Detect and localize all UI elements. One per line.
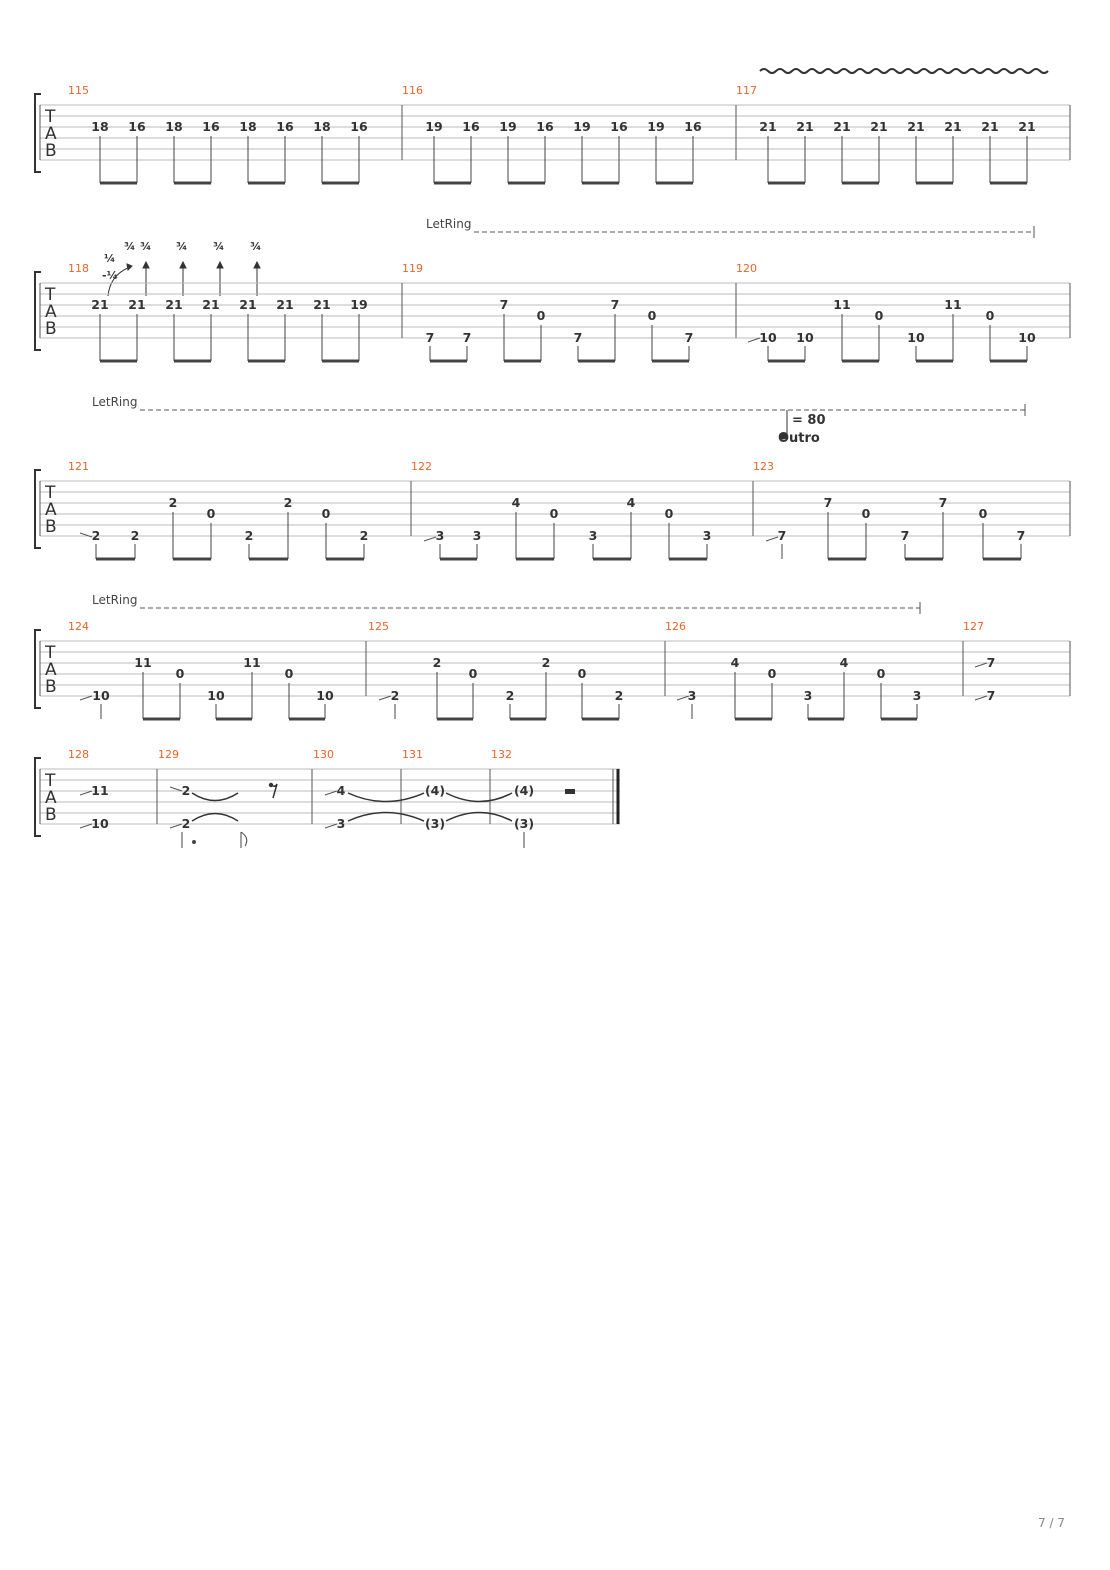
tab-clef-b: B [45,141,57,161]
fret-number: 10 [92,688,110,703]
measure-number: 128 [68,748,89,761]
fret-number: 21 [276,297,294,312]
fret-number: 2 [390,688,400,703]
fret-number: 4 [336,783,346,798]
fret-number: 2 [614,688,624,703]
bend-amount: ¼ [104,252,116,265]
fret-number: 2 [505,688,515,703]
fret-number: 19 [350,297,368,312]
fret-number: 10 [907,330,925,345]
fret-number: 7 [499,297,509,312]
fret-number: 2 [168,495,178,510]
fret-number: 19 [647,119,665,134]
fret-number: 11 [833,297,851,312]
fret-number: 0 [978,506,988,521]
fret-number: 16 [350,119,368,134]
system-4 [35,593,1070,719]
fret-number: 21 [239,297,257,312]
fret-number: 7 [900,528,910,543]
measure-number: 120 [736,262,757,275]
bend-amount: ¾ [176,240,188,253]
fret-number: 19 [573,119,591,134]
fret-number: 3 [435,528,445,543]
measure-number: 130 [313,748,334,761]
measure-number: 132 [491,748,512,761]
fret-number: 7 [823,495,833,510]
tab-clef-b: B [45,319,57,339]
fret-number: 11 [944,297,962,312]
tab-clef-b: B [45,517,57,537]
tempo-value: = 80 [792,413,826,428]
fret-number: 4 [511,495,521,510]
fret-number: 0 [874,308,884,323]
fret-number: 16 [536,119,554,134]
fret-number: 0 [536,308,546,323]
fret-number: 2 [130,528,140,543]
fret-number: 10 [207,688,225,703]
fret-number: 0 [284,666,294,681]
bend-amount: ¾ [250,240,262,253]
fret-number: 21 [128,297,146,312]
bend-amount: ¾ [213,240,225,253]
fret-number: 16 [610,119,628,134]
fret-number: 2 [432,655,442,670]
fret-number: 7 [462,330,472,345]
fret-number: 10 [1018,330,1036,345]
system-5 [35,748,620,848]
tab-clef-a: A [45,302,57,322]
fret-number: 0 [321,506,331,521]
fret-number: 0 [647,308,657,323]
system-2 [35,217,1070,361]
tab-clef-a: A [45,124,57,144]
fret-number: 10 [796,330,814,345]
let-ring-label: LetRing [92,395,138,409]
fret-number: 16 [276,119,294,134]
fret-number: 2 [283,495,293,510]
bend-amount: ¾ [140,240,152,253]
fret-number: 3 [472,528,482,543]
tab-clef-b: B [45,805,57,825]
fret-number: 7 [684,330,694,345]
fret-number: 7 [1016,528,1026,543]
fret-number: 0 [549,506,559,521]
fret-number: 3 [687,688,697,703]
fret-number: 3 [336,816,346,831]
fret-number: 21 [91,297,109,312]
fret-number: 0 [468,666,478,681]
measure-number: 123 [753,460,774,473]
fret-number: 18 [165,119,183,134]
fret-number: 0 [876,666,886,681]
measure-number: 119 [402,262,423,275]
fret-number: 21 [165,297,183,312]
tempo-marking [778,410,826,446]
fret-number: 21 [313,297,331,312]
fret-number: 2 [541,655,551,670]
fret-number: 7 [986,688,996,703]
fret-number: 0 [985,308,995,323]
fret-number: 3 [702,528,712,543]
fret-number: 2 [359,528,369,543]
tab-clef-a: A [45,500,57,520]
fret-number: 0 [577,666,587,681]
fret-number: 19 [499,119,517,134]
page-number: 7 / 7 [1038,1516,1065,1530]
fret-number: 18 [313,119,331,134]
fret-number: 7 [425,330,435,345]
fret-number: 7 [777,528,787,543]
measure-number: 115 [68,84,89,97]
fret-number: 21 [870,119,888,134]
vibrato-marker [760,69,1048,73]
fret-number: 16 [462,119,480,134]
fret-number: 11 [243,655,261,670]
tab-clef-t: T [45,483,56,503]
fret-number: 19 [425,119,443,134]
measure-number: 117 [736,84,757,97]
fret-number: 21 [981,119,999,134]
fret-number: 10 [316,688,334,703]
measure-number: 127 [963,620,984,633]
fret-number: 3 [912,688,922,703]
fret-number: 3 [588,528,598,543]
tab-clef-t: T [45,771,56,791]
measure-number: 131 [402,748,423,761]
fret-number: 7 [938,495,948,510]
section-marker: Outro [778,431,820,446]
measure-number: 125 [368,620,389,633]
measure-number: 121 [68,460,89,473]
fret-number: (3) [424,816,446,831]
fret-number: 2 [244,528,254,543]
fret-number: 10 [91,816,109,831]
let-ring-label: LetRing [426,217,472,231]
rhythm-stems [182,832,524,848]
measure-number: 118 [68,262,89,275]
measure-number: 124 [68,620,89,633]
fret-number: 16 [202,119,220,134]
fret-number: 2 [181,816,191,831]
fret-number: 3 [803,688,813,703]
fret-number: 11 [91,783,109,798]
tab-clef-t: T [45,643,56,663]
fret-number: (4) [513,783,535,798]
fret-number: 21 [202,297,220,312]
fret-number: (3) [513,816,535,831]
fret-number: 11 [134,655,152,670]
let-ring-label: LetRing [92,593,138,607]
fret-number: 21 [833,119,851,134]
tie-arcs [192,793,512,821]
measure-number: 126 [665,620,686,633]
tab-clef-a: A [45,788,57,808]
fret-number: 21 [796,119,814,134]
measure-number: 129 [158,748,179,761]
tab-clef-t: T [45,107,56,127]
fret-number: 21 [759,119,777,134]
fret-number: 0 [861,506,871,521]
fret-number: 18 [91,119,109,134]
fret-number: 18 [239,119,257,134]
fret-number: 0 [206,506,216,521]
fret-number: 7 [610,297,620,312]
fret-number: 21 [907,119,925,134]
bend-markers [102,240,261,296]
fret-number: 16 [128,119,146,134]
fret-number: 0 [664,506,674,521]
tab-clef-a: A [45,660,57,680]
fret-number: 2 [91,528,101,543]
fret-number: 7 [986,655,996,670]
fret-number: 0 [175,666,185,681]
fret-number: 4 [626,495,636,510]
fret-number: 7 [573,330,583,345]
tab-clef-t: T [45,285,56,305]
fret-number: 0 [767,666,777,681]
bend-amount: ¾ [124,240,136,253]
fret-number: 10 [759,330,777,345]
fret-number: 2 [181,783,191,798]
bend-amount: -¼ [102,269,118,282]
measure-number: 122 [411,460,432,473]
fret-number: 21 [944,119,962,134]
measure-number: 116 [402,84,423,97]
fret-number: 21 [1018,119,1036,134]
fret-number: (4) [424,783,446,798]
tab-clef-b: B [45,677,57,697]
system-3 [35,395,1070,559]
fret-number: 4 [839,655,849,670]
system-1 [35,84,1070,183]
fret-number: 16 [684,119,702,134]
fret-number: 4 [730,655,740,670]
